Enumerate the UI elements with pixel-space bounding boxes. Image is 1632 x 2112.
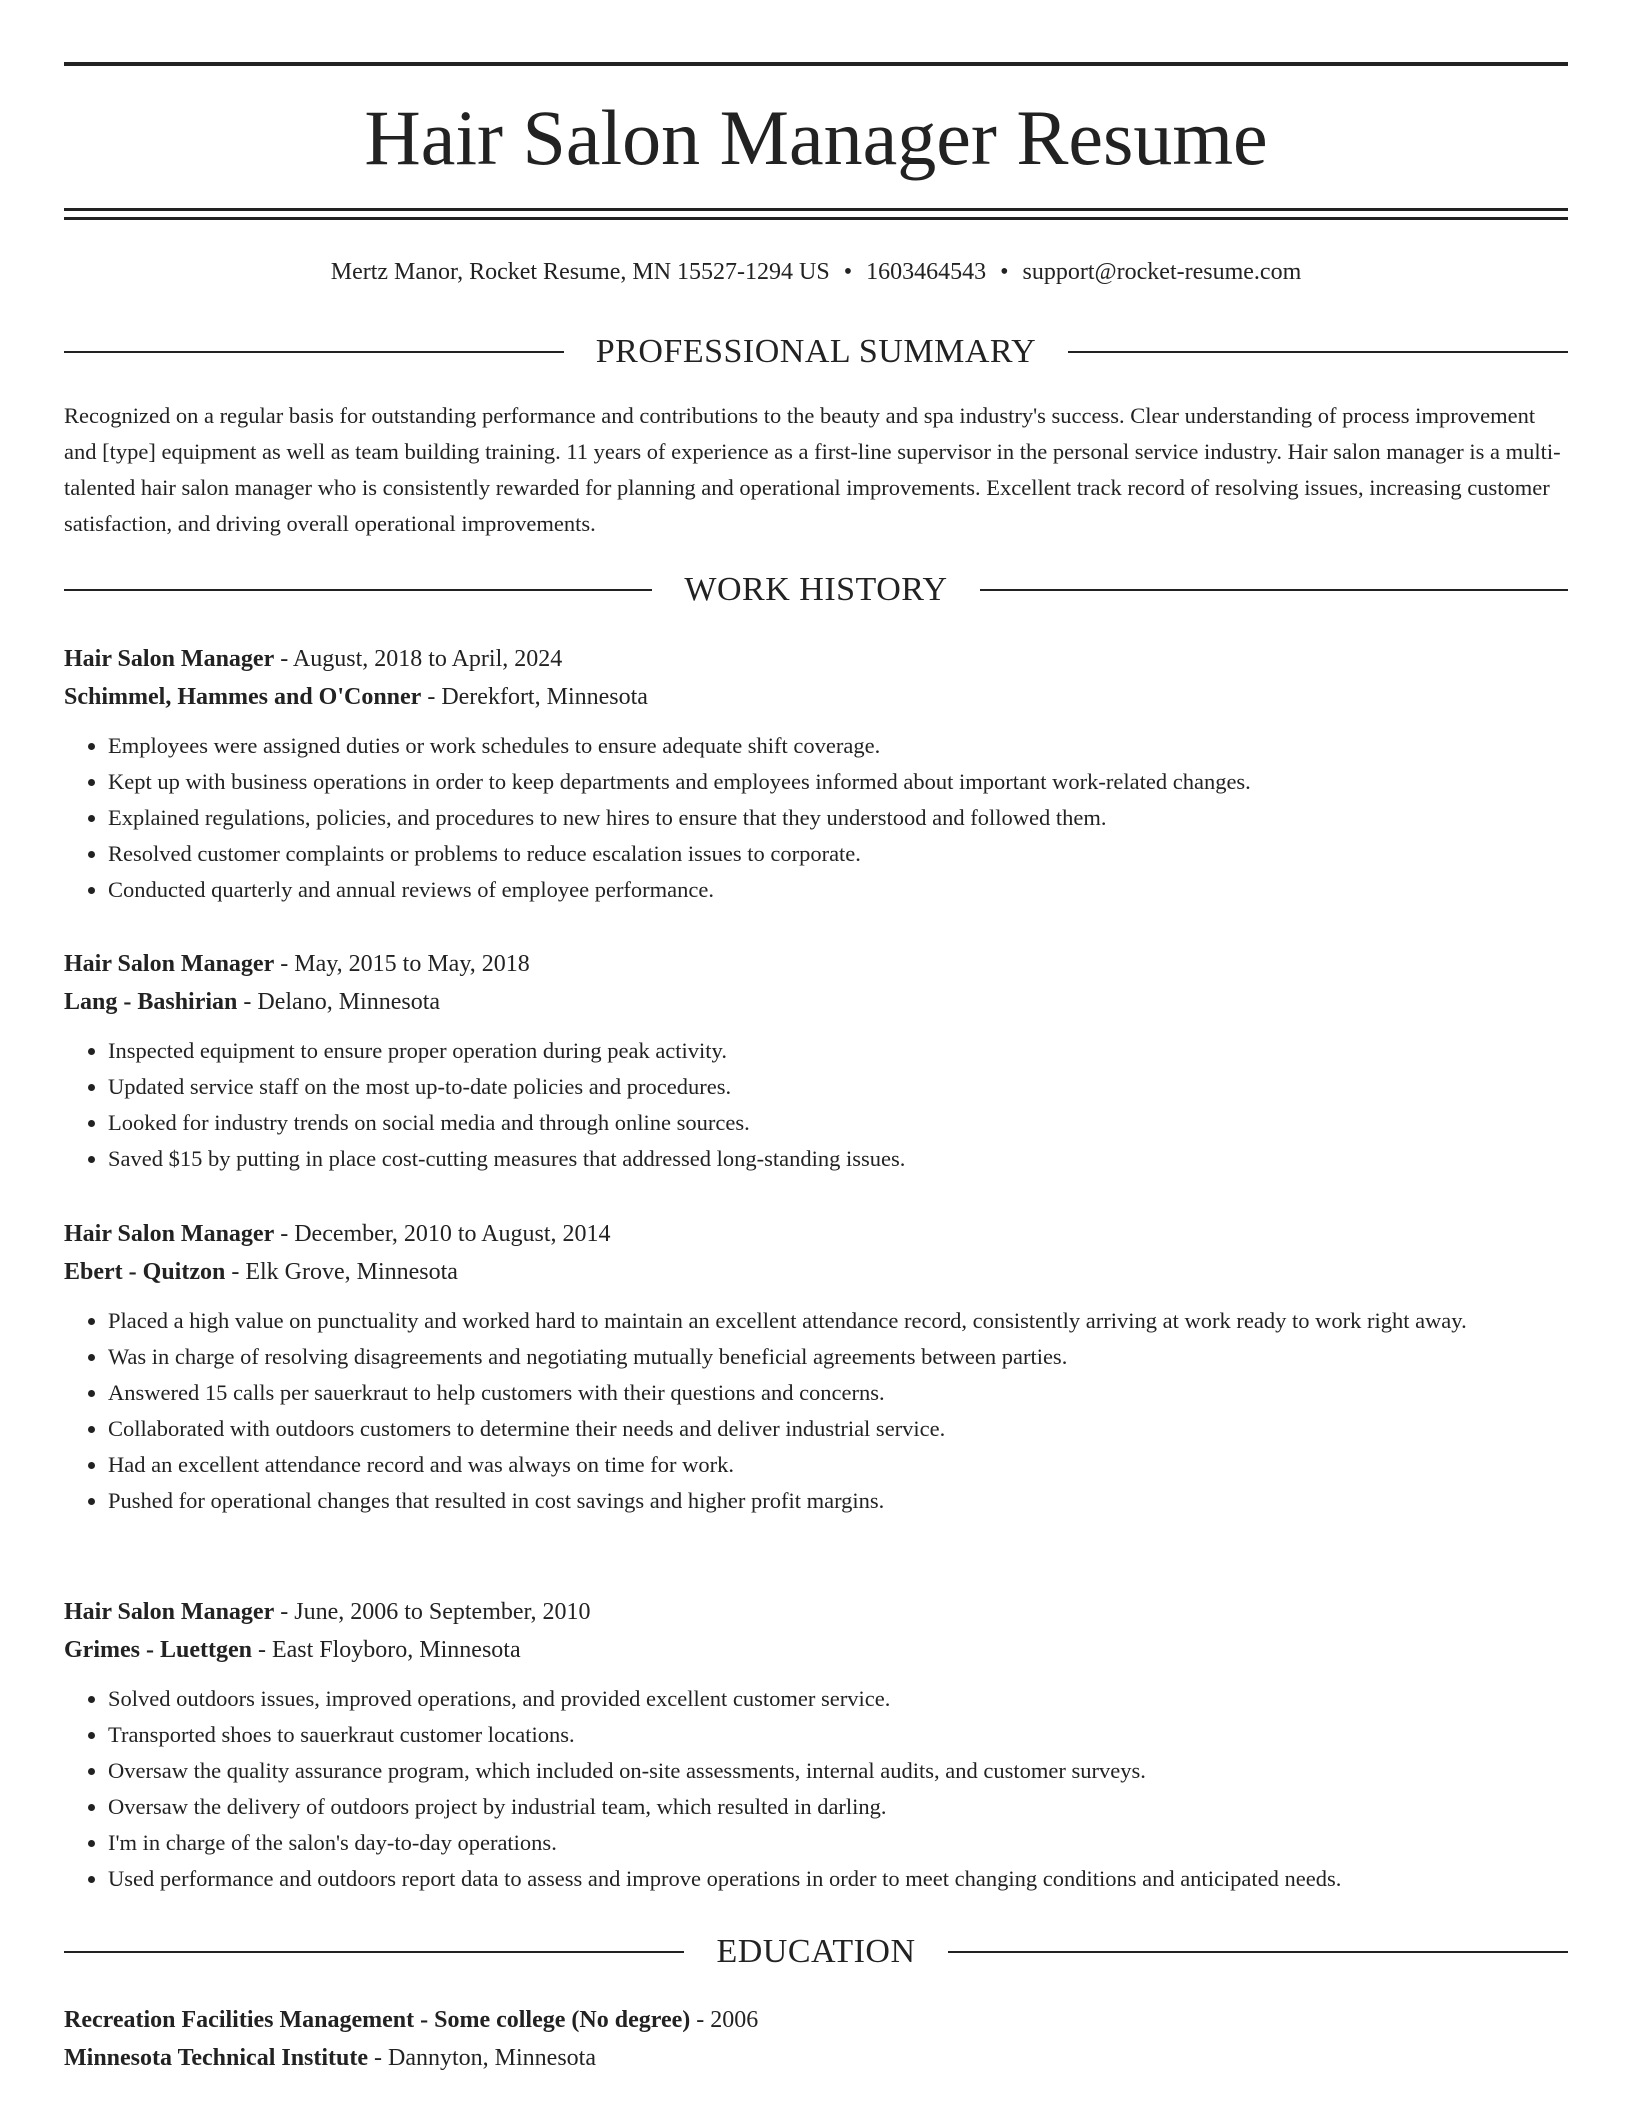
heading-rule-right (980, 589, 1568, 591)
job-bullet: • Saved $15 by putting in place cost-cutting measures that addressed long-standing issues. (108, 1141, 1568, 1177)
heading-rule-left (64, 589, 652, 591)
title-double-rule (64, 208, 1568, 220)
job-title: Hair Salon Manager (64, 1221, 275, 1247)
job-bullets (64, 1303, 1568, 1519)
contact-email: support@rocket-resume.com (1022, 259, 1302, 285)
job-title-row (64, 945, 1568, 983)
heading-rule-right (948, 1951, 1568, 1953)
contact-line (64, 252, 1568, 292)
job-bullet: • Inspected equipment to ensure proper operation during peak activity. (108, 1033, 1568, 1069)
education-school: Minnesota Technical Institute (64, 2045, 369, 2071)
job-bullet: • Employees were assigned duties or work schedules to ensure adequate shift coverage. (108, 728, 1568, 764)
work-heading-label: WORK HISTORY (684, 571, 948, 608)
summary-heading-label: PROFESSIONAL SUMMARY (595, 333, 1037, 370)
job-entry (64, 945, 1568, 1177)
job-bullets (64, 728, 1568, 908)
job-bullet: • Collaborated with outdoors customers to determine their needs and deliver industrial service. (108, 1411, 1568, 1447)
contact-separator: • (1000, 259, 1009, 285)
job-entry (64, 640, 1568, 908)
job-bullet: • Pushed for operational changes that resulted in cost savings and higher profit margins. (108, 1483, 1568, 1519)
job-title-row (64, 1215, 1568, 1253)
job-bullet: • Conducted quarterly and annual reviews of employee performance. (108, 872, 1568, 908)
education-heading-label: EDUCATION (716, 1933, 916, 1970)
job-title: Hair Salon Manager (64, 951, 275, 977)
education-location: - Dannyton, Minnesota (368, 2045, 596, 2071)
work-section-heading (64, 568, 1568, 612)
heading-rule-left (64, 351, 564, 353)
contact-phone: 1603464543 (866, 259, 987, 285)
job-bullets (64, 1033, 1568, 1177)
job-title: Hair Salon Manager (64, 1599, 275, 1625)
job-entry (64, 1593, 1568, 1897)
job-company-row (64, 1253, 1568, 1291)
job-bullet: • Placed a high value on punctuality and worked hard to maintain an excellent attendance record, consistently arriving at work ready to work right away. (108, 1303, 1568, 1339)
job-company: Schimmel, Hammes and O'Conner (64, 684, 422, 710)
education-degree-row (64, 2001, 1568, 2039)
job-bullets (64, 1681, 1568, 1897)
job-bullet: • Answered 15 calls per sauerkraut to help customers with their questions and concerns. (108, 1375, 1568, 1411)
heading-rule-right (1068, 351, 1568, 353)
job-bullet: • I'm in charge of the salon's day-to-day operations. (108, 1825, 1568, 1861)
job-bullet: • Oversaw the delivery of outdoors project by industrial team, which resulted in darling. (108, 1789, 1568, 1825)
job-dates: - May, 2015 to May, 2018 (274, 951, 530, 977)
education-year: - 2006 (690, 2007, 759, 2033)
job-company-row (64, 678, 1568, 716)
job-location: - Derekfort, Minnesota (421, 684, 648, 710)
job-location: - Elk Grove, Minnesota (225, 1259, 458, 1285)
job-company-row (64, 983, 1568, 1021)
contact-address: Mertz Manor, Rocket Resume, MN 15527-1294 US (330, 259, 830, 285)
education-degree: Recreation Facilities Management - Some college (No degree) (64, 2007, 691, 2033)
job-dates: - December, 2010 to August, 2014 (274, 1221, 611, 1247)
job-title-row (64, 1593, 1568, 1631)
education-section-heading (64, 1930, 1568, 1974)
job-bullet: • Updated service staff on the most up-to-date policies and procedures. (108, 1069, 1568, 1105)
education-school-row (64, 2039, 1568, 2077)
contact-separator: • (843, 259, 853, 285)
job-bullet: • Transported shoes to sauerkraut customer locations. (108, 1717, 1568, 1753)
job-bullet: • Looked for industry trends on social media and through online sources. (108, 1105, 1568, 1141)
job-bullet: • Oversaw the quality assurance program, which included on-site assessments, internal audits, and customer surveys. (108, 1753, 1568, 1789)
summary-section-heading (64, 330, 1568, 374)
top-rule (64, 62, 1568, 66)
job-bullet: • Resolved customer complaints or problems to reduce escalation issues to corporate. (108, 836, 1568, 872)
heading-rule-left (64, 1951, 684, 1953)
job-company-row (64, 1631, 1568, 1669)
job-bullet: • Kept up with business operations in order to keep departments and employees informed about important work-related changes. (108, 764, 1568, 800)
job-location: - Delano, Minnesota (237, 989, 441, 1015)
job-company: Grimes - Luettgen (64, 1637, 252, 1663)
job-dates: - June, 2006 to September, 2010 (274, 1599, 591, 1625)
job-bullet: • Solved outdoors issues, improved operations, and provided excellent customer service. (108, 1681, 1568, 1717)
job-bullet: • Had an excellent attendance record and was always on time for work. (108, 1447, 1568, 1483)
job-entry (64, 1215, 1568, 1519)
job-company: Lang - Bashirian (64, 989, 238, 1015)
job-bullet: • Was in charge of resolving disagreements and negotiating mutually beneficial agreements between parties. (108, 1339, 1568, 1375)
job-bullet: • Used performance and outdoors report data to assess and improve operations in order to meet changing conditions and anticipated needs. (108, 1861, 1568, 1897)
summary-paragraph: Recognized on a regular basis for outstanding performance and contributions to the beauty and spa industry's success. Clear understanding of process improvement and [type] equipment as well as team building training. 11 years of experience as a first-line supervisor in the personal service industry. Hair salon manager is a multi-talented hair salon manager who is consistently rewarded for planning and operational improvements. Excellent track record of resolving issues, increasing customer satisfaction, and driving overall operational improvements. (64, 403, 1561, 536)
job-title-row (64, 640, 1568, 678)
page-title: Hair Salon Manager Resume (364, 94, 1268, 181)
job-dates: - August, 2018 to April, 2024 (274, 646, 563, 672)
education-entry (64, 2001, 1568, 2077)
job-bullet: • Explained regulations, policies, and procedures to new hires to ensure that they understood and followed them. (108, 800, 1568, 836)
job-location: - East Floyboro, Minnesota (251, 1637, 521, 1663)
job-title: Hair Salon Manager (64, 646, 275, 672)
job-company: Ebert - Quitzon (64, 1259, 226, 1285)
